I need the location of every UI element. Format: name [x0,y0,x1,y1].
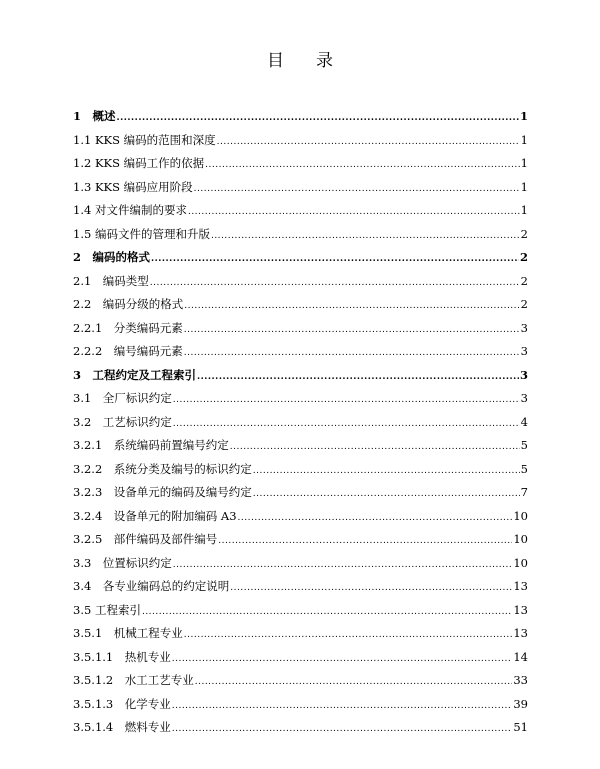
toc-entry-page-number: 3 [520,391,528,405]
toc-dot-leader [217,137,520,147]
toc-dot-leader [184,301,519,311]
toc-entry[interactable] [73,155,528,179]
toc-dot-leader [195,677,513,687]
toc-entry[interactable] [73,437,528,461]
toc-entry-label: 3.2 工艺标识约定 [73,414,172,429]
toc-entry-label: 3.2.5 部件编码及部件编号 [73,532,218,546]
toc-dot-leader [172,701,513,711]
toc-entry[interactable] [73,508,528,532]
toc-dot-leader [184,325,520,335]
toc-entry-label: 3.5.1.2 水工工艺专业 [73,673,194,687]
toc-dot-leader [211,231,520,241]
toc-entry-page-number: 10 [513,555,528,570]
toc-entry[interactable] [73,461,528,485]
toc-entry-label: 3.5 工程索引 [73,602,141,617]
toc-entry-page-number: 5 [520,438,528,452]
toc-entry-label: 1.4 对文件编制的要求 [73,203,187,217]
toc-entry-page-number: 39 [513,696,528,711]
toc-entry[interactable] [73,343,528,367]
toc-entry-label: 3.5.1.3 化学专业 [73,696,171,711]
toc-entry[interactable] [73,367,528,391]
toc-entry[interactable] [73,555,528,579]
toc-entry-label: 3.5.1.4 燃料专业 [73,720,171,734]
toc-entry[interactable] [73,132,528,156]
toc-dot-leader [253,489,520,499]
toc-entry-page-number: 33 [513,673,528,687]
toc-entry-page-number: 5 [520,461,528,476]
toc-entry-page-number: 13 [513,626,528,640]
toc-entry-page-number: 51 [513,720,528,734]
toc-entry[interactable] [73,719,528,743]
toc-entry[interactable] [73,414,528,438]
toc-dot-leader [230,442,520,452]
toc-entry-label: 3.4 各专业编码总的约定说明 [73,579,230,593]
toc-dot-leader [184,630,513,640]
toc-entry[interactable] [73,696,528,720]
toc-dot-leader [172,724,513,734]
toc-dot-leader [218,536,512,546]
toc-entry-page-number: 10 [513,532,528,546]
toc-entry-label: 3.2.4 设备单元的附加编码 A3 [73,508,237,523]
toc-dot-leader [173,419,520,429]
toc-entry[interactable] [73,625,528,649]
toc-entry-page-number: 4 [520,414,528,429]
toc-entry-label: 2 编码的格式 [73,250,151,264]
toc-entry-label: 1 概述 [73,109,116,123]
toc-dot-leader [205,160,520,170]
toc-entry-page-number: 1 [520,203,528,217]
toc-entry-page-number: 13 [513,579,528,593]
toc-entry-label: 1.2 KKS 编码工作的依据 [73,156,205,170]
toc-dot-leader [188,207,520,217]
toc-entry-page-number: 10 [513,508,528,523]
toc-entry[interactable] [73,390,528,414]
toc-entry[interactable] [73,226,528,250]
toc-entry-page-number: 1 [520,132,528,147]
page-title: 目录 [267,51,365,71]
toc-dot-leader [150,278,520,288]
toc-entry[interactable] [73,273,528,297]
toc-entry[interactable] [73,249,528,273]
toc-dot-leader [230,583,512,593]
toc-dot-leader [172,654,513,664]
table-of-contents [73,108,528,743]
toc-entry-label: 3.1 全厂标识约定 [73,391,172,405]
toc-entry[interactable] [73,108,528,132]
toc-entry-label: 2.1 编码类型 [73,273,149,288]
toc-entry[interactable] [73,578,528,602]
toc-entry-page-number: 3 [520,320,528,335]
toc-dot-leader [194,184,520,194]
toc-entry-page-number: 1 [520,156,528,170]
toc-entry-page-number: 1 [520,179,528,194]
toc-dot-leader [117,113,519,123]
toc-entry-label: 3.2.2 系统分类及编号的标识约定 [73,461,252,476]
toc-entry-page-number: 13 [513,602,528,617]
toc-entry[interactable] [73,296,528,320]
toc-entry-label: 3.5.1.1 热机专业 [73,649,171,664]
toc-entry[interactable] [73,179,528,203]
toc-dot-leader [197,372,519,382]
toc-entry-label: 2.2 编码分级的格式 [73,297,184,311]
toc-entry[interactable] [73,202,528,226]
toc-entry-label: 1.1 KKS 编码的范围和深度 [73,132,216,147]
toc-dot-leader [173,395,520,405]
toc-entry[interactable] [73,484,528,508]
toc-entry-label: 1.3 KKS 编码应用阶段 [73,179,193,194]
toc-entry-label: 3.5.1 机械工程专业 [73,626,183,640]
toc-entry[interactable] [73,672,528,696]
toc-entry-label: 3.3 位置标识约定 [73,555,172,570]
toc-dot-leader [253,466,520,476]
toc-dot-leader [173,560,513,570]
toc-entry-page-number: 3 [520,344,528,358]
toc-dot-leader [151,254,519,264]
toc-entry-label: 2.2.1 分类编码元素 [73,320,183,335]
toc-dot-leader [184,348,520,358]
toc-dot-leader [238,513,513,523]
toc-entry-page-number: 3 [519,367,528,382]
toc-entry-page-number: 14 [513,649,528,664]
toc-entry[interactable] [73,649,528,673]
toc-entry-label: 2.2.2 编号编码元素 [73,344,183,358]
toc-entry-label: 1.5 编码文件的管理和升版 [73,226,210,241]
toc-entry[interactable] [73,320,528,344]
toc-dot-leader [142,607,512,617]
toc-entry-page-number: 2 [520,297,528,311]
toc-entry[interactable] [73,531,528,555]
toc-entry[interactable] [73,602,528,626]
toc-entry-page-number: 2 [519,250,528,264]
toc-entry-label: 3.2.1 系统编码前置编号约定 [73,438,229,452]
toc-entry-label: 3 工程约定及工程索引 [73,367,197,382]
toc-entry-page-number: 1 [519,109,528,123]
toc-entry-page-number: 2 [520,273,528,288]
toc-entry-label: 3.2.3 设备单元的编码及编号约定 [73,485,252,499]
toc-entry-page-number: 2 [520,226,528,241]
toc-entry-page-number: 7 [520,485,528,499]
